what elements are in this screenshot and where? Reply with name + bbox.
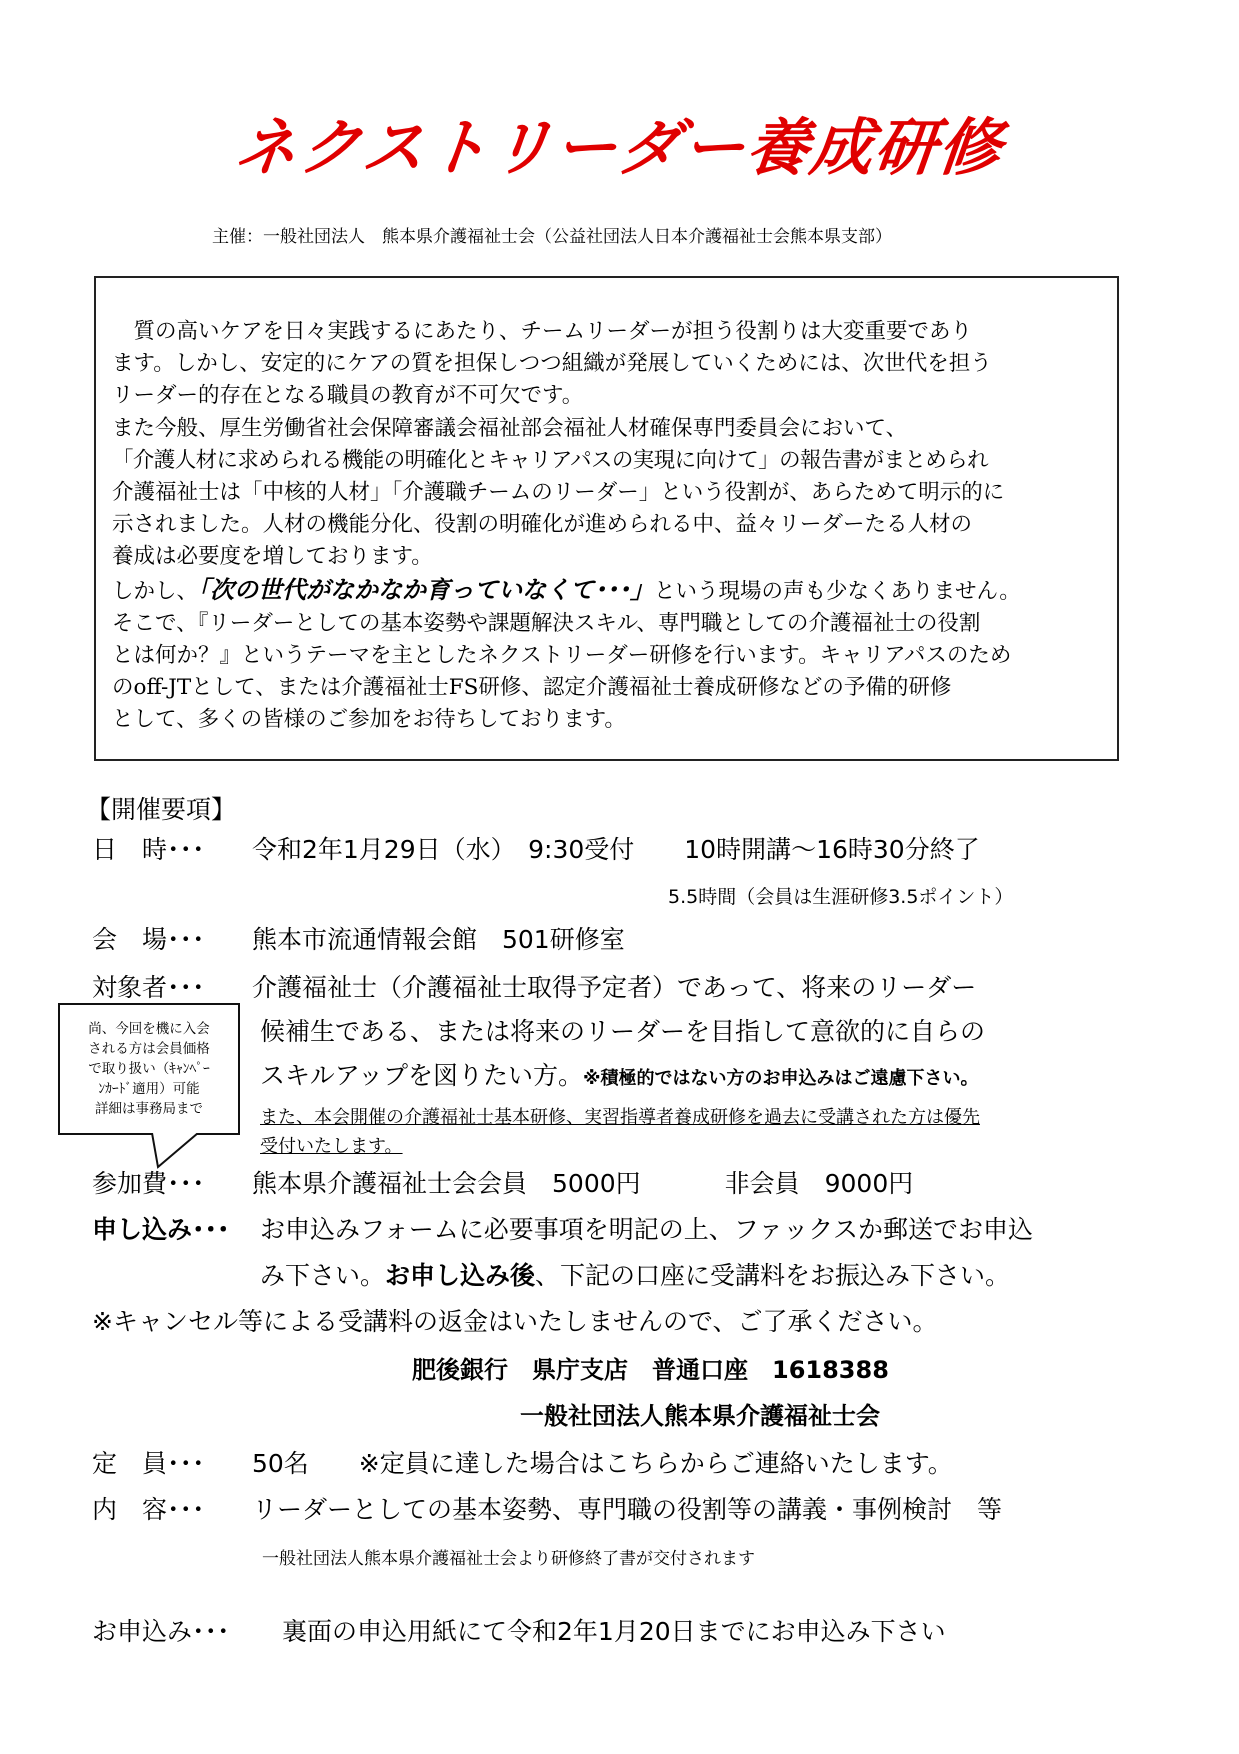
intro-line: として、多くの皆様のご参加をお待ちしております。 (112, 707, 626, 733)
apply-row (92, 1210, 1033, 1246)
capacity-label: 定 員･･･ (92, 1449, 205, 1478)
content-row (92, 1490, 1002, 1526)
intro-line: 示されました。人材の機能分化、役割の明確化が進められる中、益々リーダーたる人材の (112, 512, 973, 538)
datetime-value: 令和2年1月29日（水） 9:30受付 10時開講～16時30分終了 (252, 835, 980, 864)
callout-line: ﾝｶｰﾄﾞ適用）可能 (98, 1081, 200, 1097)
capacity-row (92, 1444, 953, 1480)
deadline-row (92, 1612, 946, 1648)
datetime-label: 日 時･･･ (92, 835, 205, 864)
callout-line: で取り扱い（ｷｬﾝﾍﾟｰ (88, 1061, 210, 1077)
target-line-2: 候補生である、または将来のリーダーを目指して意欲的に自らの (260, 1017, 986, 1046)
apply-line-1: お申込みフォームに必要事項を明記の上、ファックスか郵送でお申込 (260, 1215, 1034, 1244)
content-value: リーダーとしての基本姿勢、専門職の役割等の講義・事例検討 等 (252, 1495, 1003, 1524)
intro-line: 質の高いケアを日々実践するにあたり、チームリーダーが担う役割りは大変重要であり (112, 319, 973, 344)
venue-label: 会 場･･･ (92, 925, 205, 954)
intro-line: のoff-JTとして、または介護福祉士FS研修、認定介護福祉士養成研修などの予備的研修 (112, 675, 952, 701)
intro-line: また今般、厚生労働省社会保障審議会福祉部会福祉人材確保専門委員会において、 (112, 415, 908, 441)
datetime-row (92, 830, 980, 866)
target-row (92, 968, 976, 1004)
callout-line: 詳細は事務局まで (95, 1101, 203, 1117)
fee-nonmember: 非会員 9000円 (724, 1169, 914, 1198)
intro-line: 介護福祉士は「中核的人材」「介護職チームのリーダー」という役割が、あらためて明示的に (112, 480, 1005, 506)
fee-row (92, 1164, 913, 1200)
fee-label: 参加費･･･ (92, 1169, 205, 1198)
section-heading: 【開催要項】 (86, 795, 237, 824)
apply-line-2: み下さい。お申し込み後、下記の口座に受講料をお振込み下さい。 (260, 1261, 1011, 1290)
target-label: 対象者･･･ (92, 973, 205, 1002)
intro-text (112, 316, 1122, 737)
bank-holder: 一般社団法人熊本県介護福祉士会 (520, 1402, 880, 1430)
intro-line: とは何か？』というテーマを主としたネクストリーダー研修を行います。キャリアパスのため (112, 643, 1012, 669)
bank-account: 肥後銀行 県庁支店 普通口座 1618388 (412, 1356, 889, 1384)
intro-quote-line: しかし、「次の世代がなかなか育っていなくて･･･」という現場の声も少なくありません。 (112, 575, 1021, 604)
fee-member: 熊本県介護福祉士会会員 5000円 (252, 1169, 641, 1198)
intro-line: そこで、『リーダーとしての基本姿勢や課題解決スキル、専門職としての介護福祉士の役割 (112, 610, 981, 636)
deadline-value: 裏面の申込用紙にて令和2年1月20日までにお申込み下さい (282, 1617, 946, 1646)
callout-line: される方は会員価格 (88, 1041, 210, 1057)
priority-line-2: 受付いたします。 (260, 1136, 403, 1157)
target-line-1: 介護福祉士（介護福祉士取得予定者）であって、将来のリーダー (252, 973, 977, 1002)
venue-row (92, 920, 625, 956)
membership-callout (58, 1003, 240, 1135)
intro-line: 養成は必要度を増しております。 (112, 544, 433, 570)
target-note: ※積極的ではない方のお申込みはご遠慮下さい。 (583, 1068, 979, 1089)
capacity-value: 50名 ※定員に達した場合はこちらからご連絡いたします。 (252, 1449, 953, 1478)
content-label: 内 容･･･ (92, 1495, 205, 1524)
priority-line-1: また、本会開催の介護福祉士基本研修、実習指導者養成研修を過去に受講された方は優先 (260, 1107, 980, 1128)
target-line-3: スキルアップを図りたい方。※積極的ではない方のお申込みはご遠慮下さい。 (260, 1061, 979, 1090)
apply-label: 申し込み･･･ (92, 1215, 230, 1244)
intro-line: 「介護人材に求められる機能の明確化とキャリアパスの実現に向けて」の報告書がまとめられ (112, 447, 989, 473)
datetime-note: 5.5時間（会員は生涯研修3.5ポイント） (668, 886, 1014, 908)
deadline-label: お申込み･･･ (92, 1617, 230, 1646)
intro-line: リーダー的存在となる職員の教育が不可欠です。 (112, 383, 584, 409)
organizer-line: 主催：一般社団法人 熊本県介護福祉士会（公益社団法人日本介護福祉士会熊本県支部） (212, 227, 892, 247)
callout-line: 尚、今回を機に入会 (88, 1021, 210, 1037)
cancel-note: ※キャンセル等による受講料の返金はいたしませんので、ご了承ください。 (92, 1307, 938, 1336)
emphasized-quote: 「次の世代がなかなか育っていなくて･･･」 (198, 575, 655, 604)
page-title: ネクストリーダー養成研修 (231, 111, 1007, 184)
venue-value: 熊本市流通情報会館 501研修室 (252, 925, 625, 954)
intro-line: ます。しかし、安定的にケアの質を担保しつつ組織が発展していくためには、次世代を担う (112, 351, 992, 377)
certificate-note: 一般社団法人熊本県介護福祉士会より研修終了書が交付されます (262, 1549, 755, 1569)
